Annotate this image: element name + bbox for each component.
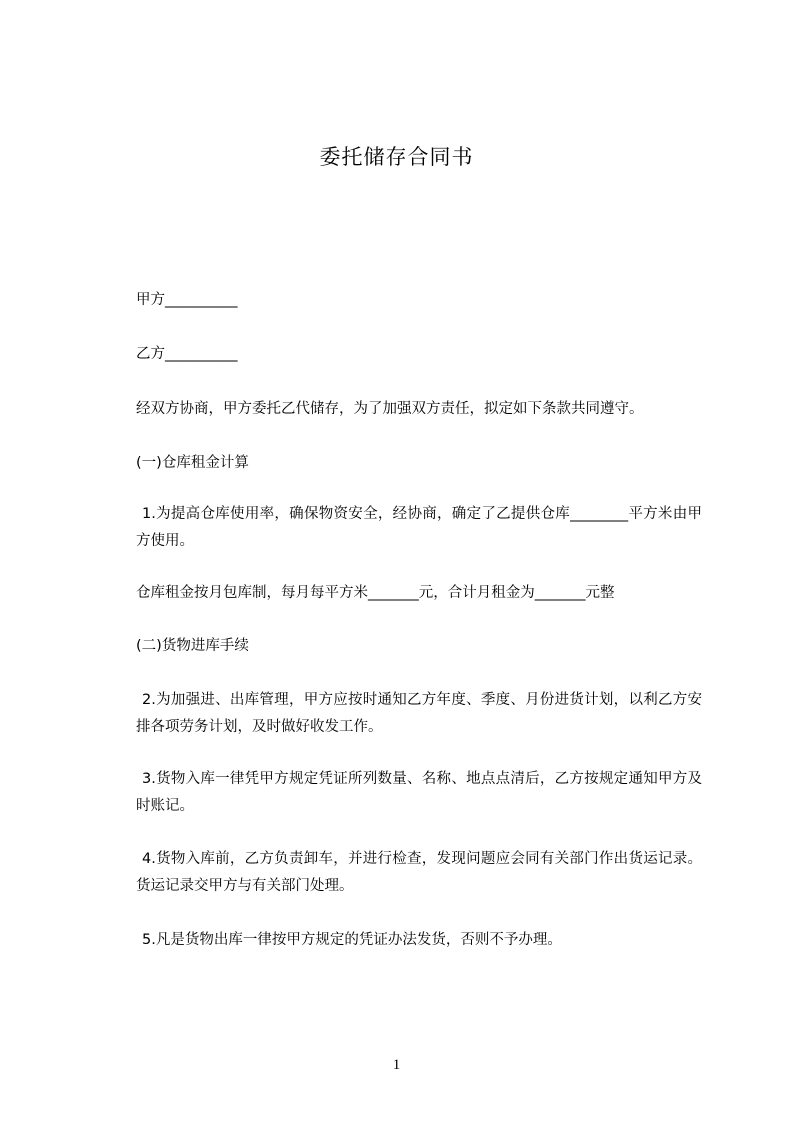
rent-clause-paragraph: 仓库租金按月包库制，每月每平方米_______元，合计月租金为_______元整 [136,585,615,601]
section-2-heading: (二)货物进库手续 [136,638,249,654]
page-number: 1 [392,1057,401,1073]
clause-3-paragraph: 3.货物入库一律凭甲方规定凭证所列数量、名称、地点点清后，乙方按规定通知甲方及时账记。 [136,771,702,814]
document-title: 委托储存合同书 [319,145,474,169]
section-1-heading: (一)仓库租金计算 [136,455,249,471]
clause-4-paragraph: 4.货物入库前，乙方负责卸车，并进行检查，发现问题应会同有关部门作出货运记录。货运记录交甲方与有关部门处理。 [136,851,702,894]
clause-5-paragraph: 5.凡是货物出库一律按甲方规定的凭证办法发货，否则不予办理。 [142,932,562,948]
preamble-paragraph: 经双方协商，甲方委托乙代储存，为了加强双方责任，拟定如下条款共同遵守。 [136,401,644,417]
clause-2-paragraph: 2.为加强进、出库管理，甲方应按时通知乙方年度、季度、月份进货计划，以利乙方安排各项劳务计划，及时做好收发工作。 [136,692,702,735]
party-b-line: 乙方__________ [136,346,238,362]
clause-1-paragraph: 1.为提高仓库使用率，确保物资安全，经协商，确定了乙提供仓库________平方米由甲方使用。 [136,506,702,549]
party-a-line: 甲方__________ [136,292,238,308]
